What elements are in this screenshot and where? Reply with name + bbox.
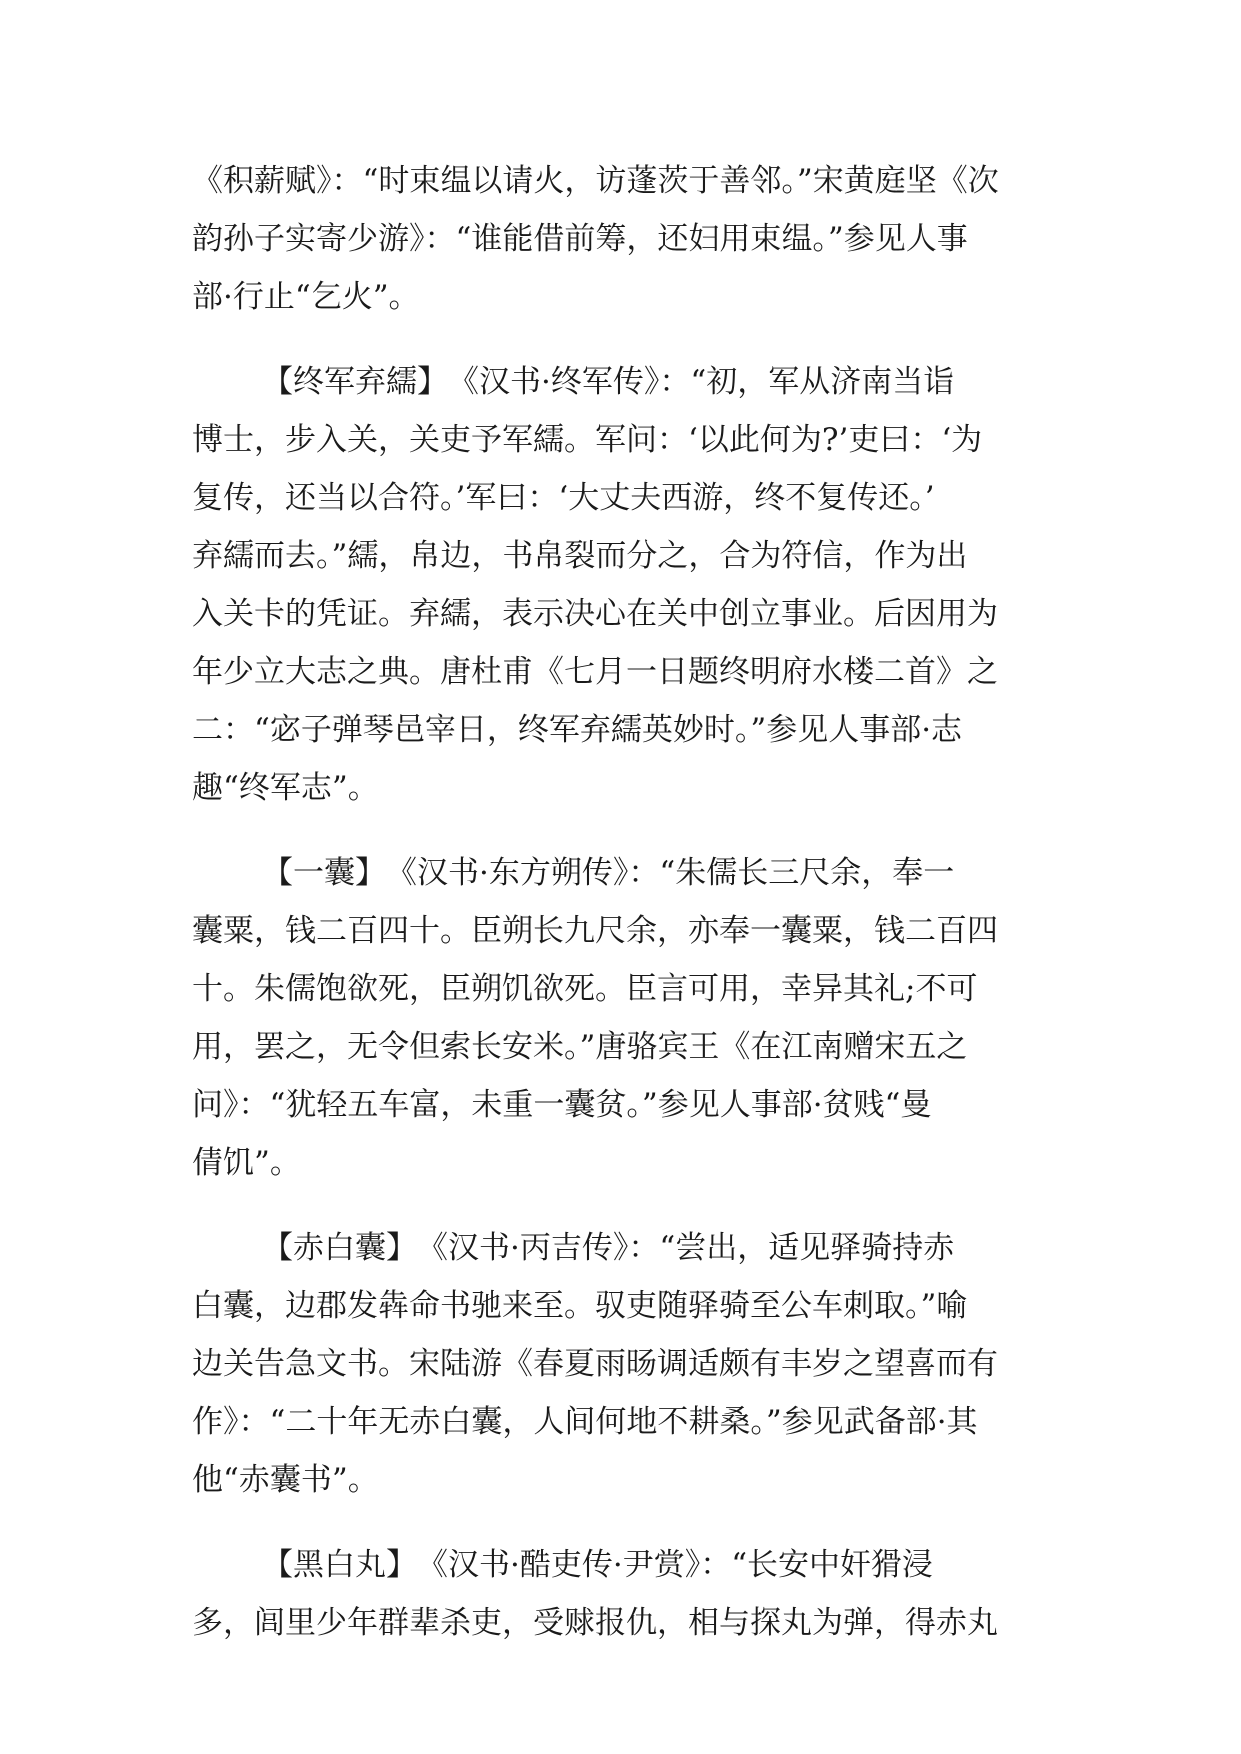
entry-first-line: 【一囊】 《汉书·东方朔传》：“朱儒长三尺余，奉一 bbox=[262, 855, 955, 891]
text-line: 二：“宓子弹琴邑宰日，终军弃繻英妙时。”参见人事部·志 bbox=[192, 712, 963, 748]
text-line: 倩饥”。 bbox=[192, 1145, 301, 1181]
text-line: 博士，步入关，关吏予军繻。军问：‘以此何为?’吏曰：‘为 bbox=[192, 422, 983, 458]
text-line: 问》：“犹轻五车富，未重一囊贫。”参见人事部·贫贱“曼 bbox=[192, 1087, 932, 1123]
entry-first-line: 【黑白丸】 《汉书·酷吏传·尹赏》：“长安中奸猾浸 bbox=[262, 1547, 934, 1583]
entry-heibaiwan bbox=[192, 1536, 1052, 1652]
text-line: 入关卡的凭证。弃繻，表示决心在关中创立事业。后因用为 bbox=[192, 596, 998, 632]
text-line: 弃繻而去。”繻，帛边，书帛裂而分之，合为符信，作为出 bbox=[192, 538, 968, 574]
text-line: 复传，还当以合符。’军曰：‘大丈夫西游，终不复传还。’ bbox=[192, 480, 935, 516]
entry-chibainang bbox=[192, 1219, 1052, 1509]
text-line: 《积薪赋》：“时束缊以请火，访蓬茨于善邻。”宋黄庭坚《次 bbox=[192, 163, 999, 199]
entry-zhongjun-qiru bbox=[192, 353, 1052, 817]
text-line: 韵孙子实寄少游》：“谁能借前筹，还妇用束缊。”参见人事 bbox=[192, 221, 968, 257]
text-line: 多，闾里少年群辈杀吏，受赇报仇，相与探丸为弹，得赤丸 bbox=[192, 1605, 998, 1641]
text-line: 他“赤囊书”。 bbox=[192, 1462, 379, 1498]
entry-first-line: 【终军弃繻】 《汉书·终军传》：“初，军从济南当诣 bbox=[262, 364, 955, 400]
text-line: 年少立大志之典。唐杜甫《七月一日题终明府水楼二首》之 bbox=[192, 654, 998, 690]
text-line: 囊粟，钱二百四十。臣朔长九尺余，亦奉一囊粟，钱二百四 bbox=[192, 913, 998, 949]
text-line: 边关告急文书。宋陆游《春夏雨旸调适颇有丰岁之望喜而有 bbox=[192, 1346, 998, 1382]
text-line: 十。朱儒饱欲死，臣朔饥欲死。臣言可用，幸异其礼;不可 bbox=[192, 971, 978, 1007]
text-line: 趣“终军志”。 bbox=[192, 770, 379, 806]
entry-first-line: 【赤白囊】 《汉书·丙吉传》：“尝出，适见驿骑持赤 bbox=[262, 1230, 955, 1266]
body-text bbox=[192, 152, 1052, 1652]
text-line: 白囊，边郡发犇命书驰来至。驭吏随驿骑至公车刺取。”喻 bbox=[192, 1288, 968, 1324]
text-line: 部·行止“乞火”。 bbox=[192, 279, 420, 315]
text-line: 作》：“二十年无赤白囊，人间何地不耕桑。”参见武备部·其 bbox=[192, 1404, 978, 1440]
text-line: 用，罢之，无令但索长安米。”唐骆宾王《在江南赠宋五之 bbox=[192, 1029, 968, 1065]
entry-yinang bbox=[192, 844, 1052, 1192]
paragraph-qiuhuo-continuation bbox=[192, 152, 1052, 326]
